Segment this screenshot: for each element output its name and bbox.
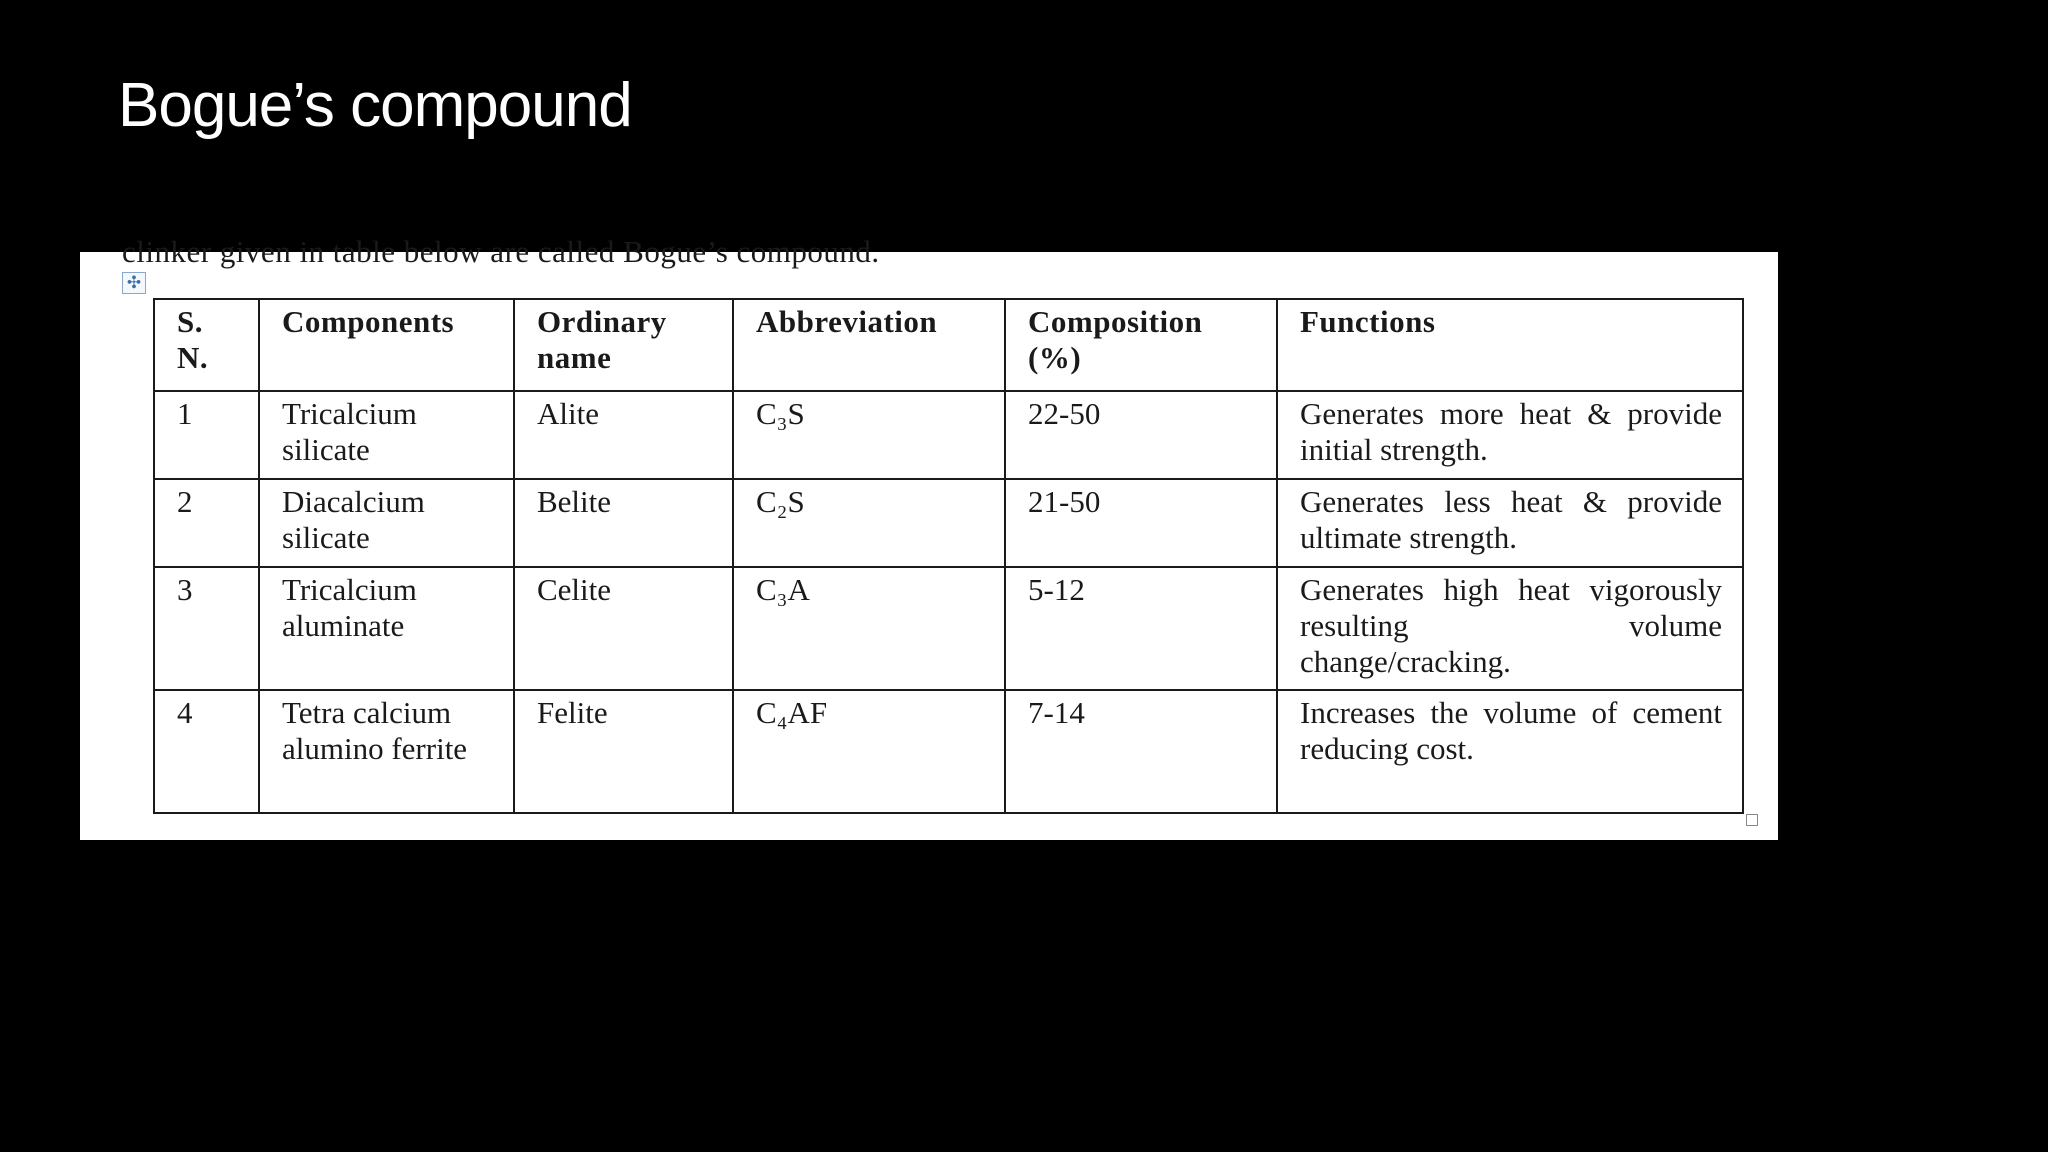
cell-ordinary-name: Belite — [514, 479, 733, 567]
header-abbreviation: Abbreviation — [733, 299, 1005, 391]
cell-sn: 1 — [154, 391, 259, 479]
cell-sn: 3 — [154, 567, 259, 690]
cell-ordinary-name: Felite — [514, 690, 733, 813]
cell-ordinary-name: Alite — [514, 391, 733, 479]
header-functions: Functions — [1277, 299, 1743, 391]
cell-abbreviation: C₃S — [733, 391, 1005, 479]
table-resize-handle[interactable] — [1746, 814, 1758, 826]
cell-function: Generates high heat vigorously resulting volume change/cracking. — [1277, 567, 1743, 690]
header-composition: Composition (%) — [1005, 299, 1277, 391]
table-row — [154, 391, 1743, 479]
cell-composition: 5-12 — [1005, 567, 1277, 690]
cell-component: Tricalcium silicate — [259, 391, 514, 479]
document-screenshot — [80, 234, 1778, 840]
table-row — [154, 479, 1743, 567]
cell-component: Diacalcium silicate — [259, 479, 514, 567]
slide-title: Bogue’s compound — [118, 71, 632, 140]
table-row — [154, 567, 1743, 690]
cell-function: Generates more heat & provide initial strength. — [1277, 391, 1743, 479]
cell-sn: 2 — [154, 479, 259, 567]
table-row — [154, 690, 1743, 813]
cell-function: Increases the volume of cement reducing cost. — [1277, 690, 1743, 813]
header-ordinary-name: Ordinary name — [514, 299, 733, 391]
cell-composition: 21-50 — [1005, 479, 1277, 567]
table-header-row — [154, 299, 1743, 391]
cell-sn: 4 — [154, 690, 259, 813]
table-move-handle-icon[interactable]: ✣ — [122, 272, 146, 294]
header-sn: S. N. — [154, 299, 259, 391]
cell-abbreviation: C₂S — [733, 479, 1005, 567]
cell-composition: 7-14 — [1005, 690, 1277, 813]
cell-abbreviation: C₄AF — [733, 690, 1005, 813]
cell-ordinary-name: Celite — [514, 567, 733, 690]
cell-component: Tricalcium aluminate — [259, 567, 514, 690]
cell-abbreviation: C₃A — [733, 567, 1005, 690]
cell-component: Tetra calcium alumino ferrite — [259, 690, 514, 813]
cell-function: Generates less heat & provide ultimate strength. — [1277, 479, 1743, 567]
clipped-intro-text: clinker given in table below are called Bogue’s compound. — [122, 234, 880, 269]
bogue-compound-table — [153, 298, 1744, 814]
cell-composition: 22-50 — [1005, 391, 1277, 479]
header-components: Components — [259, 299, 514, 391]
